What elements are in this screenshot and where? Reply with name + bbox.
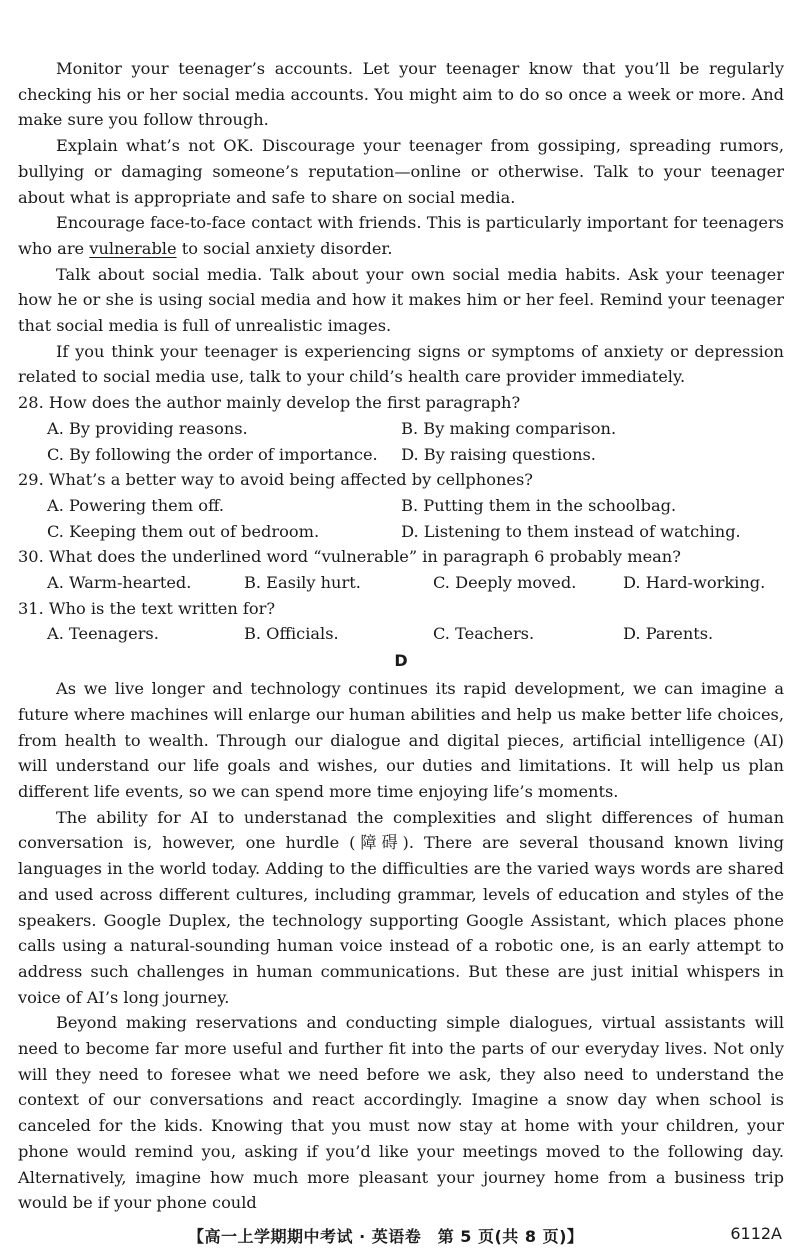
question-31 [18,596,784,647]
page-footer [0,1220,800,1250]
option-row [18,570,784,596]
option-d: D. Hard-working. [623,573,766,593]
option-c: C. By following the order of importance. [47,444,378,464]
option-c: C. Keeping them out of bedroom. [47,521,320,541]
page-content [18,56,784,1216]
question-stem: 28. How does the author mainly develop the first paragraph? [18,393,521,413]
option-row [18,416,784,442]
option-b: B. Officials. [244,624,339,644]
option-a: A. By providing reasons. [47,418,248,438]
option-c: C. Teachers. [433,624,535,644]
question-stem: 30. What does the underlined word “vulnerable” in paragraph 6 probably mean? [18,547,681,567]
option-a: A. Warm-hearted. [47,573,192,593]
option-d: D. Parents. [623,624,714,644]
option-a: A. Teenagers. [47,624,159,644]
question-30 [18,544,784,595]
passage-paragraph: Explain what’s not OK. Discourage your teenager from gossiping, spreading rumors, bullying or damaging someone’s reputation—online or otherwise. Talk to your teenager about what is appropriate and safe to share on social media. [18,136,784,207]
passage-paragraph [18,210,784,261]
question-stem: 29. What’s a better way to avoid being affected by cellphones? [18,470,533,490]
passage-paragraph: Monitor your teenager’s accounts. Let your teenager know that you’ll be regularly checking his or her social media accounts. You might aim to do so once a week or more. And make sure you follow through. [18,59,784,130]
option-a: A. Powering them off. [47,495,225,515]
passage-paragraph: As we live longer and technology continues its rapid development, we can imagine a future where machines will enlarge our human abilities and help us make better life choices, from health to wealth. Through our dialogue and digital pieces, artificial intelligence (AI) will understand our life goals and wishes, our duties and limitations. It will help us plan different life events, so we can spend more time enjoying life’s moments. [18,679,784,801]
paragraph-text: to social anxiety disorder. [176,238,393,258]
passage-paragraph: Beyond making reservations and conducting simple dialogues, virtual assistants will need to become far more useful and further fit into the parts of our everyday lives. Not only will they need to foresee what we need before we ask, they also need to understand the context of our conversations and react accordingly. Imagine a snow day when school is canceled for the kids. Knowing that you must now stay at home with your children, your phone would remind you, asking if you’d like your meetings moved to the following day. Alternatively, imagine how much more pleasant your journey home from a business trip would be if your phone could [18,1013,784,1213]
option-b: B. Easily hurt. [244,573,361,593]
option-d: D. By raising questions. [401,444,596,464]
option-c: C. Deeply moved. [433,573,577,593]
question-28 [18,390,784,467]
option-row [18,442,784,468]
underlined-word: vulnerable [89,238,177,258]
passage-paragraph: Talk about social media. Talk about your own social media habits. Ask your teenager how he or she is using social media and how it makes him or her feel. Remind your teenager that social media is full of unrealistic images. [18,264,784,336]
option-b: B. Putting them in the schoolbag. [401,495,677,515]
question-stem: 31. Who is the text written for? [18,598,276,618]
option-row [18,621,784,647]
passage-paragraph: If you think your teenager is experiencing signs or symptoms of anxiety or depression related to social media use, talk to your child’s health care provider immediately. [18,341,784,387]
question-29 [18,467,784,544]
option-row [18,493,784,519]
paragraph-text: Encourage face-to-face contact with friends. This is particularly important for teenagers who are [18,213,784,258]
option-d: D. Listening to them instead of watching. [401,521,741,541]
section-d-heading: D [394,651,408,671]
paper-code: 6112A [730,1224,782,1243]
passage-paragraph: The ability for AI to understanad the complexities and slight differences of human conversation is, however, one hurdle (障碍). There are several thousand known living languages in the world today. Adding to the difficulties are the varied ways words are shared and used across different cultures, including grammar, levels of education and styles of the speakers. Google Duplex, the technology supporting Google Assistant, which places phone calls using a natural-sounding human voice instead of a robotic one, is an early attempt to address such challenges in human communications. But these are just initial whispers in voice of AI’s long journey. [18,807,784,1007]
option-b: B. By making comparison. [401,418,617,438]
footer-title: 【高一上学期期中考试 · 英语卷 第 5 页(共 8 页)】 [188,1227,584,1246]
option-row [18,519,784,545]
